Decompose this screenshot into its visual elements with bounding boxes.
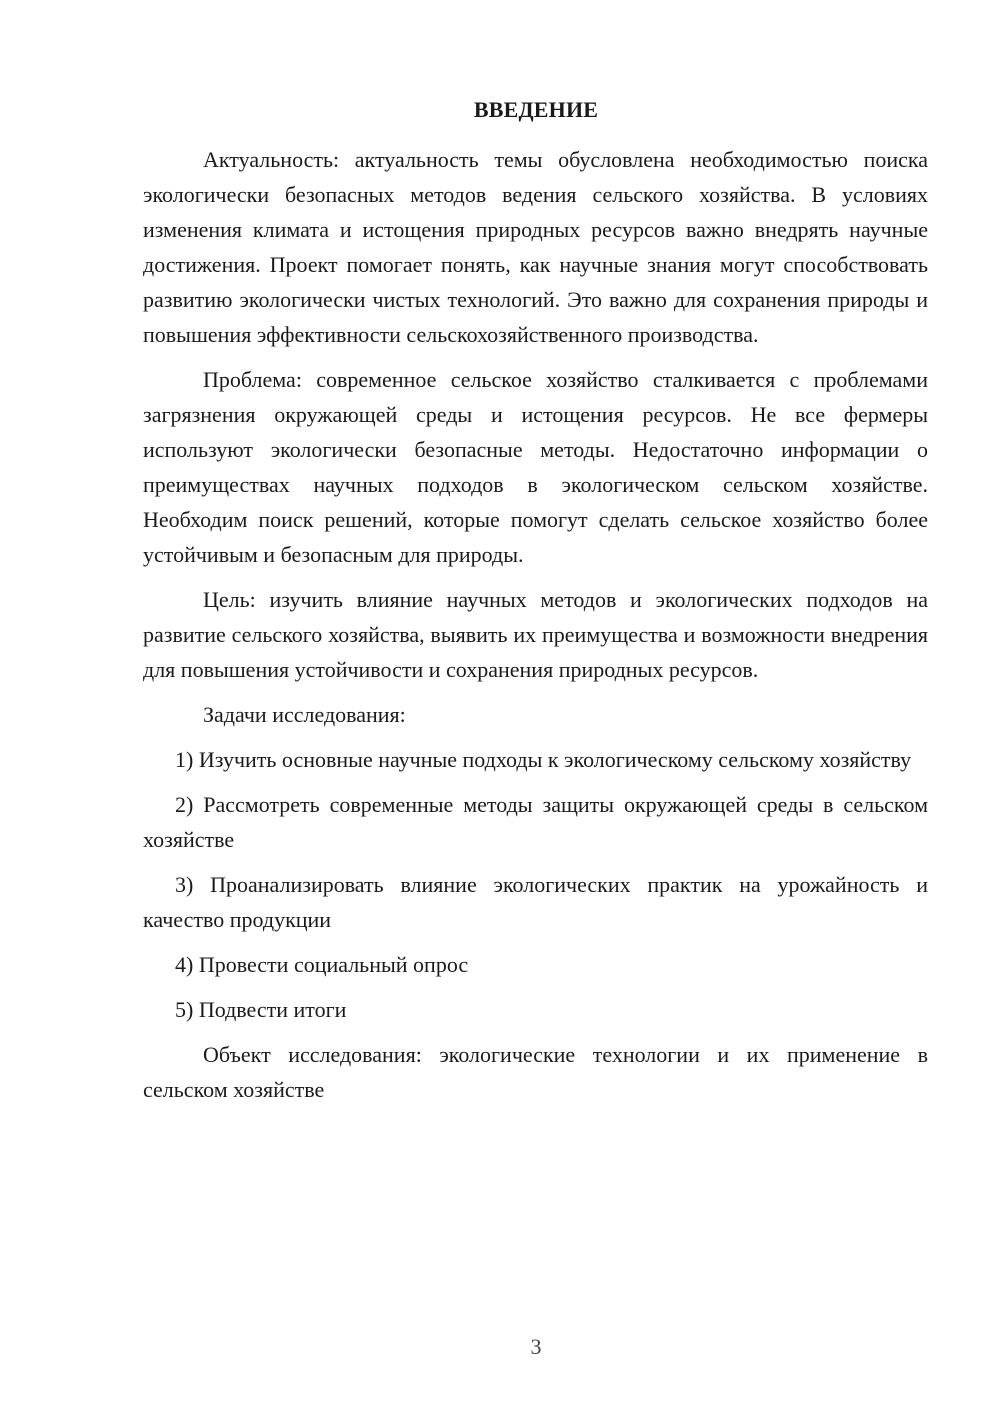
- task-item: 5) Подвести итоги: [175, 997, 347, 1022]
- object-paragraph: Объект исследования: экологические технологии и их применение в сельском хозяйстве: [143, 1042, 928, 1102]
- task-item: 4) Провести социальный опрос: [175, 952, 469, 977]
- task-item: 1) Изучить основные научные подходы к экологическому сельскому хозяйству: [175, 747, 912, 772]
- relevance-paragraph: Актуальность: актуальность темы обусловлена необходимостью поиска экологически безопасных методов ведения сельского хозяйства. В условиях изменения климата и истощения природных ресурсов важно внедрять научные достижения. Проект помогает понять, как научные знания могут способствовать развитию экологически чистых технологий. Это важно для сохранения природы и повышения эффективности сельскохозяйственного производства.: [143, 147, 928, 347]
- page-title: ВВЕДЕНИЕ: [473, 97, 599, 122]
- page-number: 3: [530, 1334, 542, 1359]
- task-item: 2) Рассмотреть современные методы защиты окружающей среды в сельском хозяйстве: [143, 792, 928, 852]
- task-item: 3) Проанализировать влияние экологических практик на урожайность и качество продукции: [143, 872, 928, 932]
- problem-paragraph: Проблема: современное сельское хозяйство сталкивается с проблемами загрязнения окружающей среды и истощения ресурсов. Не все фермеры используют экологически безопасные методы. Недостаточно информации о преимуществах научных подходов в экологическом сельском хозяйстве. Необходим поиск решений, которые помогут сделать сельское хозяйство более устойчивым и безопасным для природы.: [143, 367, 928, 567]
- document-body: [143, 142, 928, 1117]
- goal-paragraph: Цель: изучить влияние научных методов и экологических подходов на развитие сельского хозяйства, выявить их преимущества и возможности внедрения для повышения устойчивости и сохранения природных ресурсов.: [143, 587, 928, 682]
- tasks-heading: Задачи исследования:: [203, 702, 406, 727]
